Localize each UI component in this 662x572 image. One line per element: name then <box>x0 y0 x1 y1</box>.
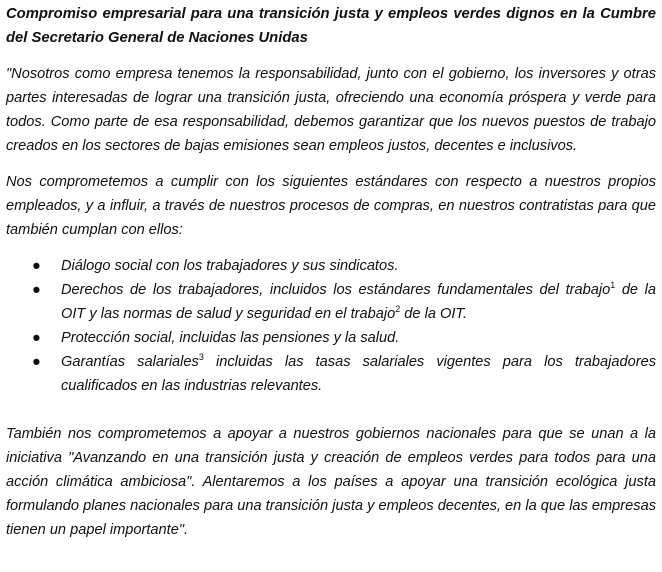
bullet-icon: ● <box>32 282 41 298</box>
list-item-text: incluidas las tasas salariales vigentes para los trabajadores cualificados en las industrias relevantes. <box>61 354 656 394</box>
list-item <box>6 326 656 350</box>
footnote-ref-3: 3 <box>198 352 204 362</box>
bullet-icon: ● <box>32 258 41 274</box>
list-item <box>6 278 656 326</box>
list-item-text: Derechos de los trabajadores, incluidos los estándares fundamentales del trabajo <box>61 282 611 298</box>
paragraph-commitment: Nos comprometemos a cumplir con los siguientes estándares con respecto a nuestros propios empleados, y a influir, a través de nuestros procesos de compras, en nuestros contratistas para que también cumplan con ellos: <box>6 174 656 238</box>
bullet-icon: ● <box>32 354 41 370</box>
document-title: Compromiso empresarial para una transición justa y empleos verdes dignos en la Cumbre del Secretario General de Naciones Unidas <box>6 6 656 46</box>
standards-list <box>6 254 656 398</box>
footnote-ref-1: 1 <box>610 280 616 290</box>
list-item-text: Protección social, incluidas las pensiones y la salud. <box>61 330 400 346</box>
list-item-text: de la OIT y las normas de salud y seguridad en el trabajo <box>61 282 656 322</box>
bullet-icon: ● <box>32 330 41 346</box>
list-item-text: Diálogo social con los trabajadores y sus sindicatos. <box>61 258 399 274</box>
list-item <box>6 350 656 398</box>
paragraph-government-support: También nos comprometemos a apoyar a nuestros gobiernos nacionales para que se unan a la iniciativa "Avanzando en una transición justa y creación de empleos verdes para todos para una acción climática ambiciosa". Alentaremos a los países a apoyar una transición ecológica justa formulando planes nacionales para una transición justa y empleos decentes, en la que las empresas tienen un papel importante". <box>6 426 656 538</box>
list-item-text: Garantías salariales <box>61 354 199 370</box>
list-item <box>6 254 656 278</box>
footnote-ref-2: 2 <box>395 304 401 314</box>
paragraph-responsibility: "Nosotros como empresa tenemos la responsabilidad, junto con el gobierno, los inversores y otras partes interesadas de lograr una transición justa, ofreciendo una economía próspera y verde para todos. Como parte de esa responsabilidad, debemos garantizar que los nuevos puestos de trabajo creados en los sectores de bajas emisiones sean empleos justos, decentes e inclusivos. <box>6 66 656 154</box>
list-item-text: de la OIT. <box>400 306 468 322</box>
